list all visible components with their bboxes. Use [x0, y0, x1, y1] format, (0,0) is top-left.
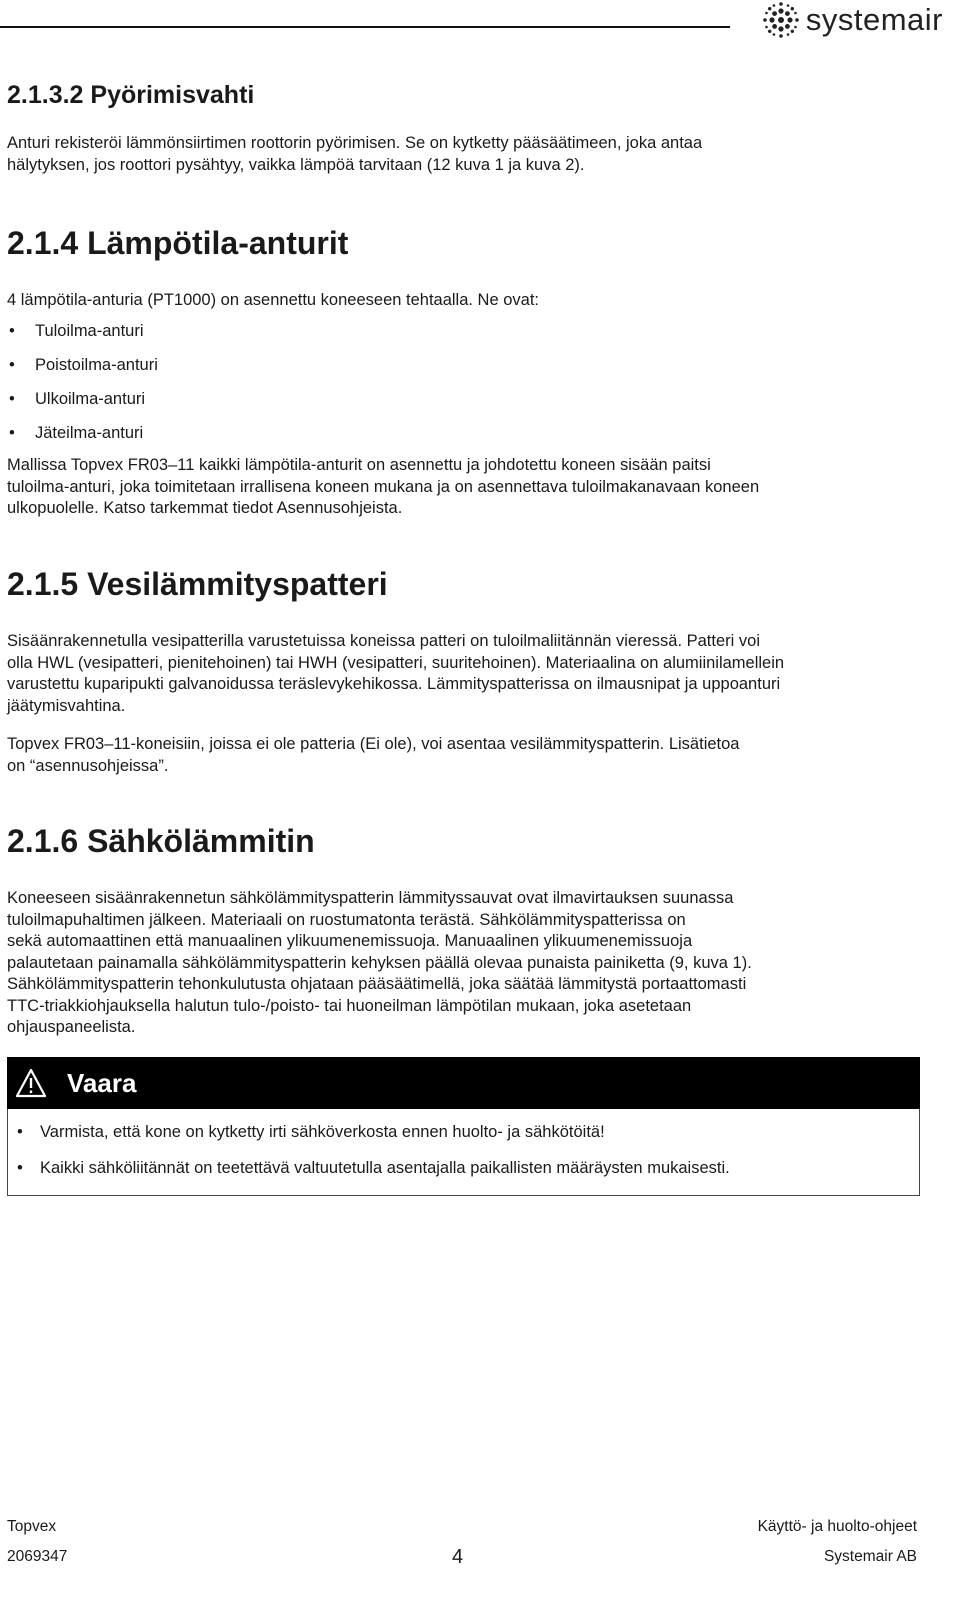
list-item: • Ulkoilma-anturi [7, 389, 158, 423]
brand-name: systemair [805, 2, 943, 37]
paragraph-2-1-3-2 [7, 133, 702, 176]
paragraph-2-1-4 [7, 455, 759, 520]
paragraph-line: ohjauspaneelista. [7, 1018, 136, 1036]
sensor-list [7, 321, 158, 457]
list-item: • Varmista, että kone on kytketty irti sähköverkosta ennen huolto- ja sähkötöitä! [8, 1115, 919, 1151]
paragraph-2-1-6 [7, 888, 752, 1039]
paragraph-line: on “asennusohjeissa”. [7, 756, 169, 775]
footer-manual-title: Käyttö- ja huolto-ohjeet [757, 1518, 917, 1535]
warning-box [7, 1057, 920, 1196]
footer-doc-number: 2069347 [7, 1548, 68, 1565]
paragraph-2-1-5-a [7, 631, 784, 717]
heading-2-1-4: 2.1.4 Lämpötila-anturit [7, 225, 349, 261]
header-rule [0, 26, 730, 28]
heading-2-1-3-2: 2.1.3.2 Pyörimisvahti [7, 81, 255, 109]
paragraph-line: TTC-triakkiohjauksella halutun tulo-/poisto- tai huoneilman lämpötilan mukaan, joka asetetaan [7, 996, 692, 1015]
paragraph-line: olla HWL (vesipatteri, pienitehoinen) tai HWH (vesipatteri, suuritehoinen). Materiaalina on alumiinilamellein [7, 653, 785, 672]
footer-page-number: 4 [452, 1546, 464, 1568]
paragraph-line: palautetaan painamalla sähkölämmityspatterin kehyksen päällä olevaa punaista painiketta (9, kuva 1). [7, 953, 752, 972]
paragraph-line: Sisäänrakennetulla vesipatterilla varustetuissa koneissa patteri on tuloilmaliitännän vieressä. Patteri voi [7, 632, 760, 650]
paragraph-line: tuloilmapuhaltimen jälkeen. Materiaali on ruostumatonta terästä. Sähkölämmityspatterissa on [7, 910, 686, 929]
systemair-logo-icon [762, 1, 800, 39]
paragraph-line: ulkopuolelle. Katso tarkemmat tiedot Asennusohjeista. [7, 499, 403, 517]
warning-title: Vaara [67, 1067, 137, 1098]
paragraph-line: varustettu kuparipukti galvanoidussa teräslevykehikossa. Lämmityspatterissa on ilmausnipat ja uppoanturi [7, 675, 781, 693]
paragraph-line: Koneeseen sisäänrakennetun sähkölämmityspatterin lämmityssauvat ovat ilmavirtauksen suunassa [7, 889, 734, 907]
paragraph-line: Mallissa Topvex FR03–11 kaikki lämpötila-anturit on asennettu ja johdotettu koneen sisään paitsi [7, 456, 711, 474]
paragraph-line: Sähkölämmityspatterin tehonkulutusta ohjataan pääsäätimellä, joka säätää lämmitystä portaattomasti [7, 975, 747, 993]
heading-2-1-6: 2.1.6 Sähkölämmitin [7, 823, 315, 859]
footer-company: Systemair AB [823, 1548, 917, 1565]
warning-triangle-icon [7, 1068, 55, 1098]
paragraph-2-1-5-b [7, 734, 739, 777]
systemair-logo [762, 0, 943, 40]
list-item: • Tuloilma-anturi [7, 321, 158, 355]
list-item: • Kaikki sähköliitännät on teetettävä valtuutetulla asentajalla paikallisten määräysten mukaisesti. [8, 1151, 919, 1187]
heading-2-1-5: 2.1.5 Vesilämmityspatteri [7, 566, 388, 602]
paragraph-line: sekä automaattinen että manuaalinen ylikuumenemissuoja. Manuaalinen ylikuumenemissuoja [7, 932, 693, 950]
paragraph-line: jäätymisvahtina. [7, 696, 126, 715]
footer-product: Topvex [7, 1518, 57, 1535]
paragraph-line: hälytyksen, jos roottori pysähtyy, vaikka lämpöä tarvitaan (12 kuva 1 ja kuva 2). [7, 155, 585, 174]
list-item: • Jäteilma-anturi [7, 423, 158, 457]
warning-body [7, 1109, 920, 1196]
paragraph-line: Topvex FR03–11-koneisiin, joissa ei ole patteria (Ei ole), voi asentaa vesilämmityspatterin. Lisätietoa [7, 735, 740, 753]
list-item: • Poistoilma-anturi [7, 355, 158, 389]
paragraph-line: tuloilma-anturi, joka toimitetaan irrallisena koneen mukana ja on asennettava tuloilmakanavaan koneen [7, 477, 760, 496]
paragraph-line: Anturi rekisteröi lämmönsiirtimen roottorin pyörimisen. Se on kytketty pääsäätimeen, joka antaa [7, 134, 703, 152]
intro-2-1-4: 4 lämpötila-anturia (PT1000) on asennettu koneeseen tehtaalla. Ne ovat: [7, 291, 540, 309]
warning-header [7, 1057, 920, 1109]
